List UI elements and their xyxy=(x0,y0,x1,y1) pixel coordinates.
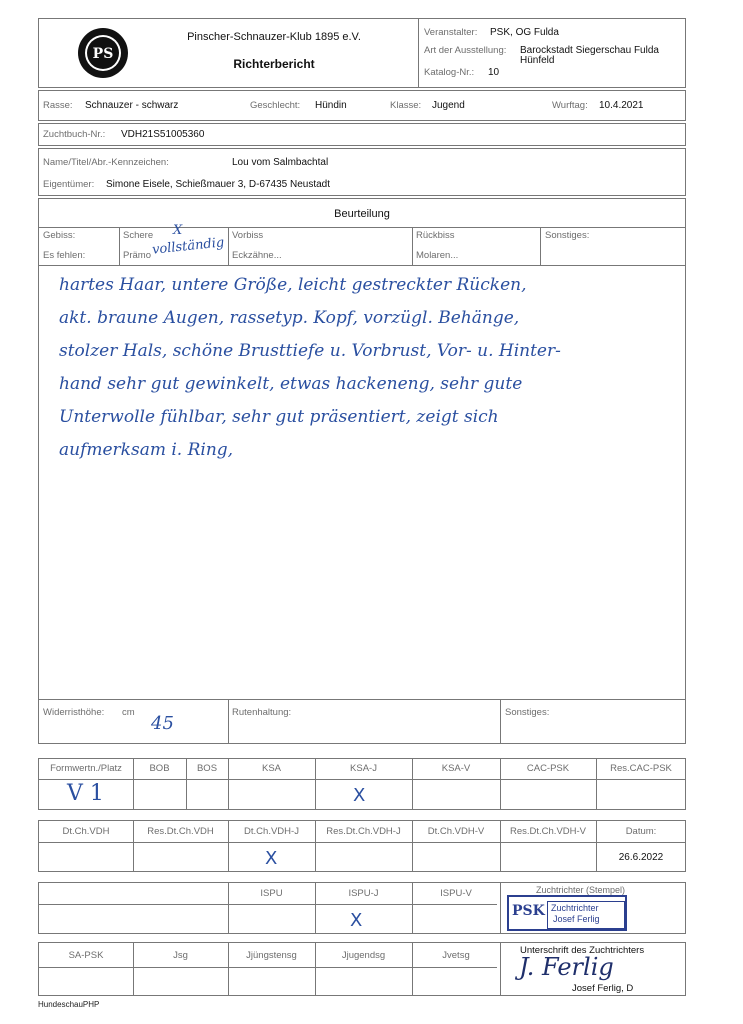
widerrist-value: 45 xyxy=(151,713,174,734)
logo-letters: PS xyxy=(92,46,114,62)
praemolaren-label: Prämo xyxy=(123,250,151,261)
club-name: Pinscher-Schnauzer-Klub 1895 e.V. xyxy=(187,31,361,43)
rasse-value: Schnauzer - schwarz xyxy=(85,100,179,111)
header-ispu-v: ISPU-V xyxy=(440,888,472,899)
eigentuemer-value: Simone Eisele, Schießmauer 3, D-67435 Neustadt xyxy=(106,179,331,190)
ausstellung-value-2: Hünfeld xyxy=(520,55,555,66)
ausstellung-label: Art der Ausstellung: xyxy=(424,45,507,56)
club-logo xyxy=(77,27,129,79)
widerrist-unit: cm xyxy=(122,707,135,718)
eckzaehne-label: Eckzähne... xyxy=(232,250,282,261)
stamp-line-2: Josef Ferlig xyxy=(553,914,600,924)
header-jjugendsg: Jjugendsg xyxy=(341,950,386,961)
beurteilung-title: Beurteilung xyxy=(334,208,390,220)
award-table-3 xyxy=(38,882,686,934)
wurftag-value: 10.4.2021 xyxy=(599,100,644,111)
software-footer: HundeschauPHP xyxy=(38,1000,100,1009)
beurteilung-block xyxy=(38,198,686,744)
assessment-line: hartes Haar, untere Größe, leicht gestreckter Rücken, xyxy=(59,275,527,295)
signer-name: Josef Ferlig, D xyxy=(572,983,634,994)
rueckbiss-label: Rückbiss xyxy=(416,230,455,241)
es-fehlen-label: Es fehlen: xyxy=(43,250,86,261)
assessment-line: Unterwolle fühlbar, sehr gut präsentiert, zeigt sich xyxy=(59,407,499,427)
schere-mark: X xyxy=(173,223,183,238)
schere-label: Schere xyxy=(123,230,154,241)
header-sa-psk: SA-PSK xyxy=(68,950,104,961)
rasse-row xyxy=(38,90,686,121)
judge-stamp xyxy=(507,895,627,931)
katalog-value: 10 xyxy=(488,67,500,78)
header-res-dt-ch-vdh: Res.Dt.Ch.VDH xyxy=(147,826,214,837)
header-jjuengstensg: Jjüngstensg xyxy=(246,950,297,961)
katalog-label: Katalog-Nr.: xyxy=(424,67,475,78)
geschlecht-label: Geschlecht: xyxy=(250,100,301,111)
header-ksa-v: KSA-V xyxy=(441,763,471,774)
klasse-value: Jugend xyxy=(432,100,465,111)
unterschrift-label: Unterschrift des Zuchtrichters xyxy=(520,945,645,956)
header-res-dt-ch-vdh-v: Res.Dt.Ch.VDH-V xyxy=(509,826,586,837)
sonstiges2-label: Sonstiges: xyxy=(505,707,550,718)
award-table-2 xyxy=(38,820,686,872)
header-datum: Datum: xyxy=(625,826,657,837)
assessment-line: aufmerksam i. Ring, xyxy=(59,440,234,460)
header-dt-ch-vdh-v: Dt.Ch.VDH-V xyxy=(427,826,485,837)
zuchtbuch-label: Zuchtbuch-Nr.: xyxy=(43,129,106,140)
gebiss-sonstiges-label: Sonstiges: xyxy=(545,230,590,241)
veranstalter-value: PSK, OG Fulda xyxy=(490,27,559,38)
judge-signature: J. Ferlig xyxy=(519,953,614,981)
header-ispu: ISPU xyxy=(260,888,283,899)
name-value: Lou vom Salmbachtal xyxy=(232,157,329,168)
stamp-line-1: Zuchtrichter xyxy=(551,903,599,913)
vdh-j-mark: X xyxy=(265,848,278,869)
header-ksa: KSA xyxy=(261,763,281,774)
assessment-line: akt. braune Augen, rassetyp. Kopf, vorzügl. Behänge, xyxy=(59,308,520,328)
molaren-label: Molaren... xyxy=(416,250,459,261)
header-jsg: Jsg xyxy=(173,950,188,961)
stamp-psk: PSK xyxy=(512,903,545,919)
header-res-dt-ch-vdh-j: Res.Dt.Ch.VDH-J xyxy=(326,826,401,837)
widerrist-label: Widerristhöhe: xyxy=(43,707,105,718)
header-cac-psk: CAC-PSK xyxy=(526,763,570,774)
gebiss-label: Gebiss: xyxy=(43,230,76,241)
header-res-cac-psk: Res.CAC-PSK xyxy=(610,763,672,774)
report-title: Richterbericht xyxy=(233,57,315,71)
header-dt-ch-vdh: Dt.Ch.VDH xyxy=(62,826,110,837)
stempel-label: Zuchtrichter (Stempel) xyxy=(536,885,626,895)
vollstaendig-hand: vollständig xyxy=(151,235,225,258)
klasse-label: Klasse: xyxy=(390,100,422,111)
geschlecht-value: Hündin xyxy=(315,100,347,111)
assessment-line: hand sehr gut gewinkelt, etwas hackeneng, sehr gute xyxy=(59,374,523,394)
header-block xyxy=(38,18,686,88)
header-bob: BOB xyxy=(149,763,170,774)
eigentuemer-label: Eigentümer: xyxy=(43,179,95,190)
name-label: Name/Titel/Abr.-Kennzeichen: xyxy=(43,157,169,168)
wurftag-label: Wurftag: xyxy=(552,100,588,111)
zuchtbuch-row xyxy=(38,123,686,146)
zuchtbuch-value: VDH21S51005360 xyxy=(121,129,205,140)
vorbiss-label: Vorbiss xyxy=(232,230,264,241)
header-dt-ch-vdh-j: Dt.Ch.VDH-J xyxy=(244,826,299,837)
header-ksa-j: KSA-J xyxy=(350,763,377,774)
ruten-label: Rutenhaltung: xyxy=(232,707,292,718)
assessment-line: stolzer Hals, schöne Brusttiefe u. Vorbrust, Vor- u. Hinter- xyxy=(59,341,561,361)
ksa-j-mark: X xyxy=(353,785,366,806)
formwert-value: V 1 xyxy=(67,781,104,806)
assessment-text xyxy=(59,269,679,467)
header-ispu-j: ISPU-J xyxy=(348,888,379,899)
name-block xyxy=(38,148,686,196)
header-formwert: Formwertn./Platz xyxy=(50,763,122,774)
veranstalter-label: Veranstalter: xyxy=(424,27,478,38)
award-table-1 xyxy=(38,758,686,810)
header-jvetsg: Jvetsg xyxy=(442,950,470,961)
award-table-4 xyxy=(38,942,686,996)
ausstellung-value: Barockstadt Siegerschau Fulda xyxy=(520,45,659,56)
header-bos: BOS xyxy=(196,763,218,774)
ispu-j-mark: X xyxy=(350,910,363,931)
rasse-label: Rasse: xyxy=(43,100,73,111)
datum-value: 26.6.2022 xyxy=(618,852,664,863)
